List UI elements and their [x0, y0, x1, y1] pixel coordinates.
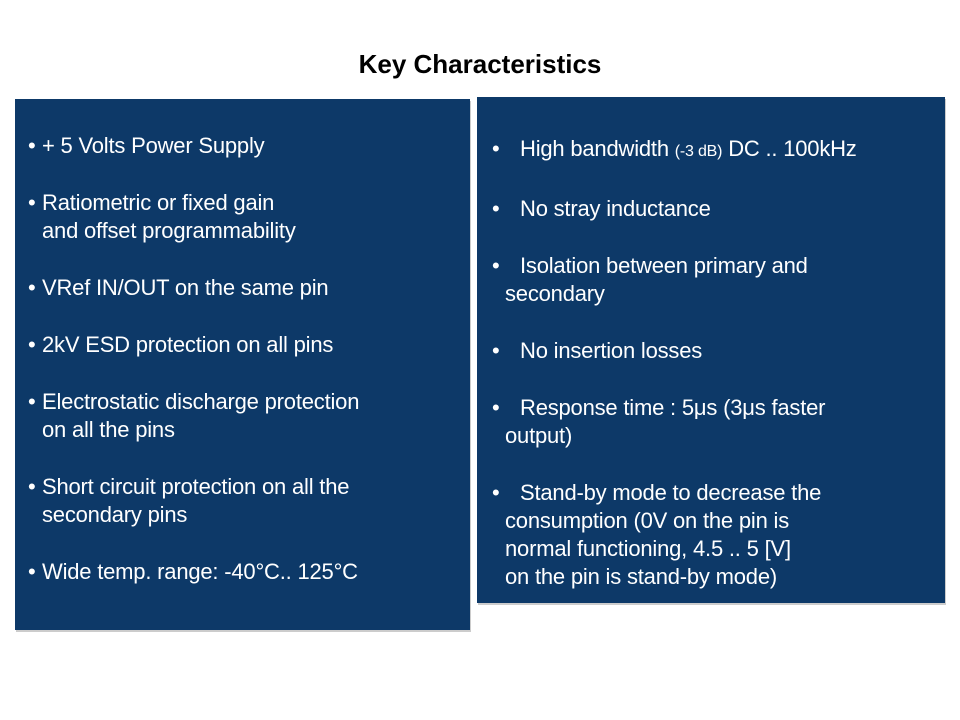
bullet-item: • Short circuit protection on all the secondary pins: [28, 473, 462, 529]
bullet-item: • + 5 Volts Power Supply: [28, 132, 462, 160]
bullet-item: • No insertion losses: [492, 337, 939, 365]
bullet-item: • VRef IN/OUT on the same pin: [28, 274, 462, 302]
bullet-item: • Electrostatic discharge protection on all the pins: [28, 388, 462, 444]
small-text-segment: (-3 dB): [674, 143, 723, 160]
bullet-item: • Ratiometric or fixed gain and offset programmability: [28, 189, 462, 245]
bullet-item: • 2kV ESD protection on all pins: [28, 331, 462, 359]
right-bullet-list: [477, 97, 945, 591]
page-title: Key Characteristics: [358, 49, 602, 79]
left-bullet-list: [15, 99, 470, 586]
bullet-item: • Response time : 5μs (3μs faster output): [492, 394, 939, 450]
bullet-item: • Isolation between primary and secondary: [492, 252, 939, 308]
text-segment: DC .. 100kHz: [722, 136, 857, 161]
text-segment: High bandwidth: [520, 136, 675, 161]
bullet-item: • Wide temp. range: -40°C.. 125°C: [28, 558, 462, 586]
bullet-item: • No stray inductance: [492, 195, 939, 223]
bullet-item: [492, 135, 939, 166]
left-panel: [15, 99, 470, 630]
right-panel: [477, 97, 945, 603]
bullet-item: • Stand-by mode to decrease the consumption (0V on the pin is normal functioning, 4.5 .. 5 [V] on the pin is stand-by mode): [492, 479, 939, 591]
